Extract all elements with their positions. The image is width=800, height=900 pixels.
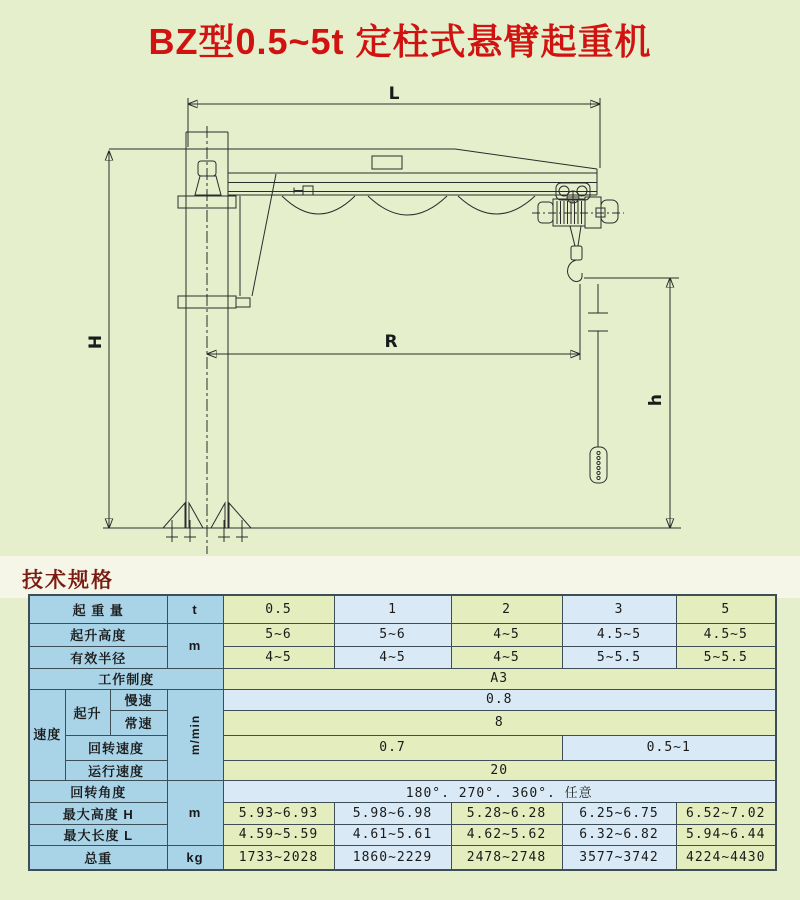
value-cell: 1733~2028: [223, 845, 334, 870]
value-cell: 6.32~6.82: [562, 824, 676, 845]
row-max-length: [29, 824, 776, 845]
unit-geometry: m: [167, 780, 223, 845]
row-label-slew-angle: 回转角度: [29, 780, 167, 802]
hook-block: [571, 246, 582, 260]
dim-h-label: h: [646, 393, 666, 407]
crane-column: [178, 126, 276, 554]
row-label-slow: 慢速: [110, 689, 167, 710]
festoon-loop: [458, 196, 535, 214]
value-cell: 8: [223, 710, 776, 735]
spec-table: [28, 594, 777, 871]
electric-hoist: [532, 183, 624, 360]
value-cell: 1860~2229: [334, 845, 451, 870]
row-label-lift-height: 起升高度: [29, 623, 167, 646]
value-cell: 5.28~6.28: [451, 802, 562, 824]
dim-H-label: H: [86, 334, 106, 350]
row-label-duty: 工作制度: [29, 668, 223, 689]
row-label-max-height: 最大高度 H: [29, 802, 167, 824]
row-speed-slewing: [29, 735, 776, 760]
jib-beam: [109, 149, 597, 215]
value-cell: 5~6: [334, 623, 451, 646]
value-cell: 4.61~5.61: [334, 824, 451, 845]
row-lift-height: [29, 623, 776, 646]
dim-R-label: R: [384, 332, 398, 352]
row-duty: [29, 668, 776, 689]
value-cell: 4.5~5: [676, 623, 776, 646]
group-label-speed: 速度: [29, 689, 65, 780]
value-cell: 6.25~6.75: [562, 802, 676, 824]
row-label-slewing: 回转速度: [65, 735, 167, 760]
value-cell: 4.5~5: [562, 623, 676, 646]
festoon-loop: [368, 196, 447, 215]
value-cell: 5~6: [223, 623, 334, 646]
unit-speed-text: m/min: [188, 714, 202, 756]
value-cell: 6.52~7.02: [676, 802, 776, 824]
row-speed-normal: [29, 710, 776, 735]
value-cell: 4.62~5.62: [451, 824, 562, 845]
hoist-motor: [601, 200, 618, 223]
value-cell: 4~5: [451, 623, 562, 646]
cable-trolley: [303, 186, 313, 195]
value-cell: 2: [451, 595, 562, 623]
row-speed-slow: [29, 689, 776, 710]
row-slew-angle: [29, 780, 776, 802]
value-cell: 0.5~1: [562, 735, 776, 760]
value-cell: 5.98~6.98: [334, 802, 451, 824]
row-label-radius: 有效半径: [29, 646, 167, 668]
section-heading-band: [0, 556, 800, 598]
value-cell: 3577~3742: [562, 845, 676, 870]
value-cell: 2478~2748: [451, 845, 562, 870]
row-label-travel: 运行速度: [65, 760, 167, 780]
value-cell: 5.93~6.93: [223, 802, 334, 824]
unit-total-weight: kg: [167, 845, 223, 870]
value-cell: 3: [562, 595, 676, 623]
dimension-L: [188, 84, 600, 168]
unit-capacity: t: [167, 595, 223, 623]
beam-plate: [372, 156, 402, 169]
page-title: BZ型0.5~5t 定柱式悬臂起重机: [148, 21, 652, 62]
value-cell: 5: [676, 595, 776, 623]
row-label-max-length: 最大长度 L: [29, 824, 167, 845]
dim-L-label: L: [388, 84, 400, 104]
dimension-R: [207, 332, 580, 354]
value-cell: 5.94~6.44: [676, 824, 776, 845]
value-cell: 1: [334, 595, 451, 623]
value-cell: 5~5.5: [676, 646, 776, 668]
row-label-capacity: 起 重 量: [29, 595, 167, 623]
row-max-height: [29, 802, 776, 824]
dimension-H: [86, 151, 109, 528]
value-cell: 20: [223, 760, 776, 780]
value-cell: 4224~4430: [676, 845, 776, 870]
row-label-normal: 常速: [110, 710, 167, 735]
row-radius: [29, 646, 776, 668]
hook-icon: [568, 260, 582, 281]
unit-speed: [167, 689, 223, 780]
value-cell: 5~5.5: [562, 646, 676, 668]
row-speed-travel: [29, 760, 776, 780]
value-cell: 0.8: [223, 689, 776, 710]
value-cell: 0.7: [223, 735, 562, 760]
value-cell: 0.5: [223, 595, 334, 623]
value-cell: 4~5: [334, 646, 451, 668]
value-cell: 4~5: [223, 646, 334, 668]
value-cell: 180°. 270°. 360°. 任意: [223, 780, 776, 802]
section-heading: 技术规格: [22, 569, 114, 592]
row-total-weight: [29, 845, 776, 870]
crane-technical-drawing: [0, 80, 800, 560]
value-cell: 4.59~5.59: [223, 824, 334, 845]
unit-lift-height: m: [167, 623, 223, 668]
row-capacity: [29, 595, 776, 623]
row-label-hoisting: 起升: [65, 689, 110, 735]
value-cell: A3: [223, 668, 776, 689]
festoon-loop: [282, 196, 355, 214]
row-label-total-weight: 总重: [29, 845, 167, 870]
pendant-control: [588, 284, 608, 483]
tie-rod: [252, 174, 276, 296]
value-cell: 4~5: [451, 646, 562, 668]
